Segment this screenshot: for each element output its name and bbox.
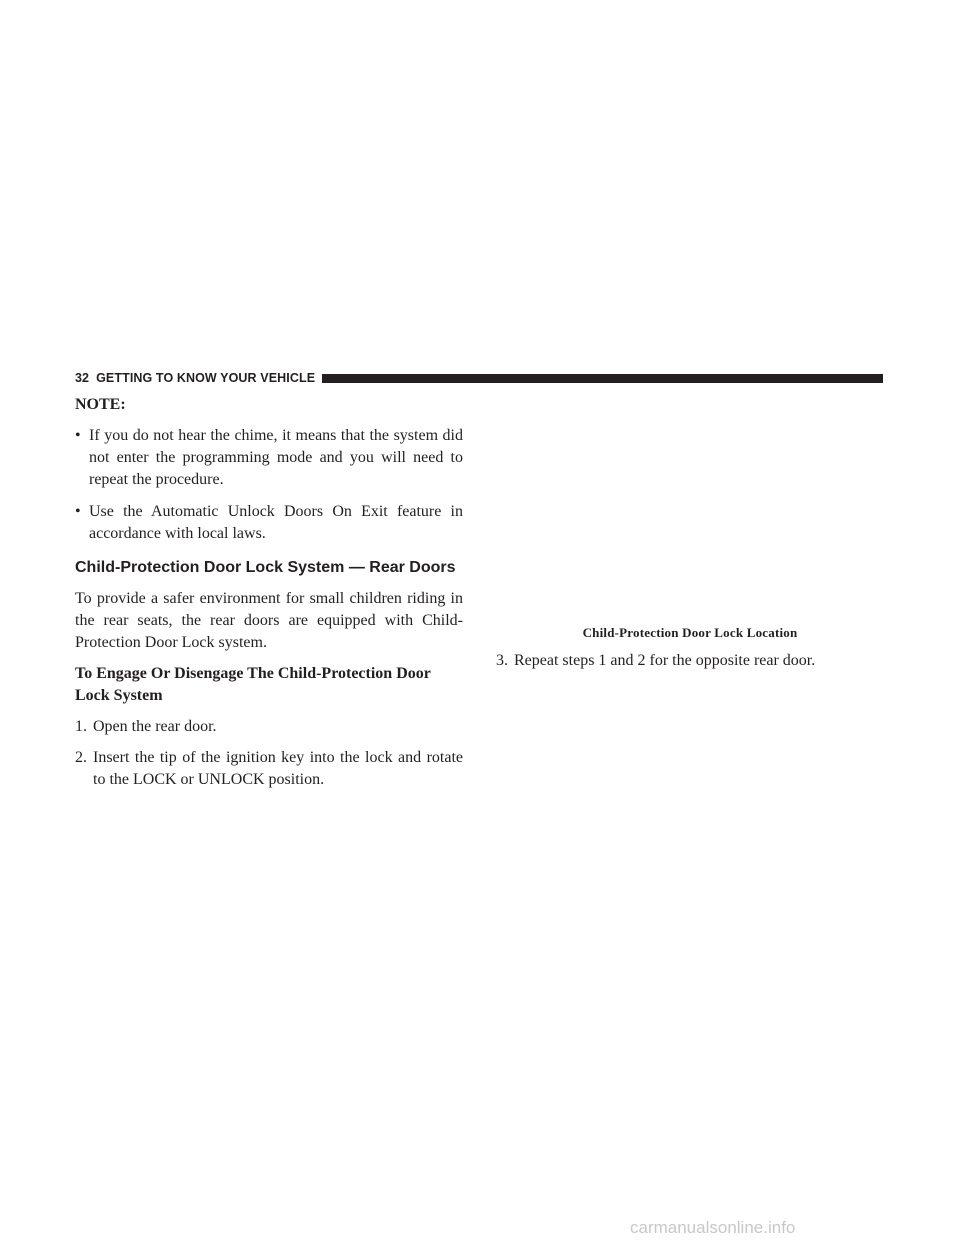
page-header bbox=[75, 370, 883, 386]
section-title: GETTING TO KNOW YOUR VEHICLE bbox=[96, 371, 316, 385]
figure-caption: Child-Protection Door Lock Location bbox=[582, 625, 798, 640]
step-number: 2. bbox=[75, 749, 87, 766]
bullet-icon: • bbox=[75, 503, 81, 520]
intro-paragraph: To provide a safer environment for small children riding in the rear seats, the rear doors are equipped with Child-Protection Door Lock system. bbox=[75, 590, 463, 651]
step-text: Insert the tip of the ignition key into the lock and rotate to the LOCK or UNLOCK position. bbox=[93, 749, 463, 788]
step-text: Repeat steps 1 and 2 for the opposite rear door. bbox=[514, 652, 816, 669]
note-bullet bbox=[75, 425, 463, 491]
bullet-icon: • bbox=[75, 427, 81, 444]
section-heading: Child-Protection Door Lock System — Rear Doors bbox=[75, 559, 456, 576]
left-column bbox=[75, 394, 463, 800]
note-bullet-text: If you do not hear the chime, it means that the system did not enter the programming mode and you will need to repeat the procedure. bbox=[89, 427, 463, 488]
note-bullet bbox=[75, 501, 463, 545]
step-number: 1. bbox=[75, 718, 87, 735]
step-text: Open the rear door. bbox=[93, 718, 217, 735]
note-label: NOTE: bbox=[75, 396, 126, 413]
step-number: 3. bbox=[496, 652, 508, 669]
procedure-step bbox=[75, 716, 463, 738]
watermark: carmanualsonline.info bbox=[630, 1218, 796, 1237]
header-rule bbox=[322, 374, 883, 383]
note-bullet-text: Use the Automatic Unlock Doors On Exit feature in accordance with local laws. bbox=[89, 503, 463, 542]
procedure-step bbox=[75, 747, 463, 791]
procedure-heading: To Engage Or Disengage The Child-Protection Door Lock System bbox=[75, 665, 431, 704]
right-column bbox=[496, 622, 884, 681]
page-number: 32 bbox=[75, 371, 90, 385]
procedure-step bbox=[496, 650, 884, 672]
